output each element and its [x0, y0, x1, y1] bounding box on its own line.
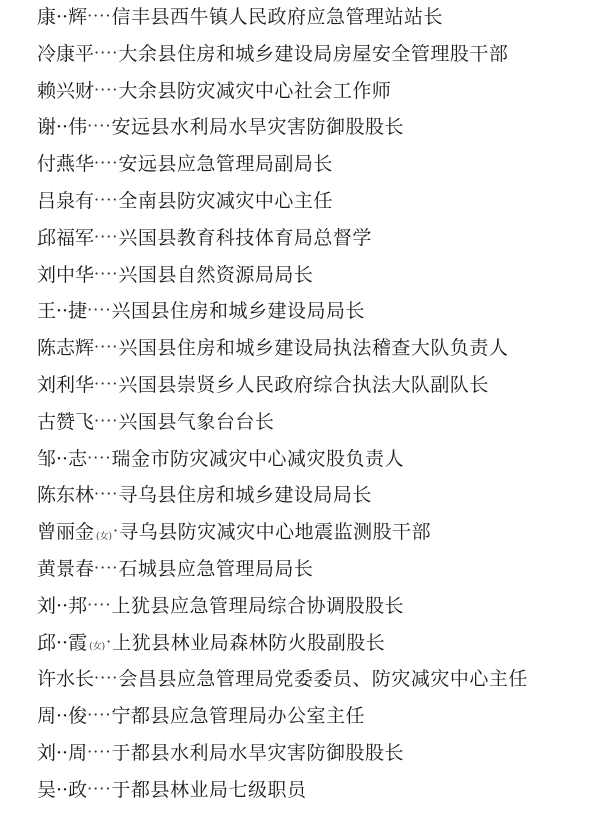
- list-item: [37, 109, 597, 146]
- person-name: 许水长: [37, 668, 95, 691]
- person-name: 古赞飞: [37, 410, 95, 433]
- dot-leader: ·: [113, 521, 120, 541]
- gender-note: (女): [89, 642, 106, 653]
- person-name: 邱··霞: [37, 631, 88, 654]
- dot-leader: ····: [87, 705, 112, 725]
- person-title: 信丰县西牛镇人民政府应急管理站站长: [111, 6, 443, 28]
- person-title: 全南县防灾减灾中心主任: [118, 189, 333, 212]
- list-item: [37, 477, 597, 514]
- person-name: 康··辉: [37, 6, 88, 28]
- person-name: 付燕华: [37, 153, 95, 176]
- dot-leader: ····: [94, 189, 119, 209]
- dot-leader: ····: [94, 226, 119, 246]
- dot-leader: ····: [94, 153, 119, 173]
- list-item: [37, 588, 597, 625]
- person-title: 上犹县应急管理局综合协调股股长: [111, 594, 404, 617]
- person-title: 兴国县气象台台长: [118, 410, 275, 433]
- list-item: [37, 73, 597, 110]
- dot-leader: ····: [87, 778, 112, 798]
- person-title: 安远县应急管理局副局长: [118, 153, 333, 176]
- list-item: [37, 441, 597, 478]
- person-name: 吕泉有: [37, 189, 95, 212]
- list-item: [37, 0, 597, 36]
- dot-leader: ····: [87, 741, 112, 761]
- list-item: [37, 625, 597, 662]
- list-item: [37, 661, 597, 698]
- person-title: 寻乌县防灾减灾中心地震监测股干部: [119, 521, 432, 544]
- person-title: 兴国县自然资源局局长: [118, 263, 314, 286]
- dot-leader: ····: [87, 116, 112, 136]
- dot-leader: ····: [94, 42, 119, 62]
- dot-leader: ····: [87, 447, 112, 467]
- person-name: 黄景春: [37, 557, 95, 580]
- list-item: [37, 183, 597, 220]
- person-title: 安远县水利局水旱灾害防御股股长: [111, 116, 404, 139]
- person-name: 冷康平: [37, 42, 95, 65]
- person-name: 周··俊: [37, 705, 88, 728]
- list-item: [37, 735, 597, 772]
- dot-leader: ····: [94, 410, 119, 430]
- person-title: 寻乌县住房和城乡建设局局长: [118, 484, 372, 507]
- person-name: 陈志辉: [37, 337, 95, 360]
- list-item: [37, 36, 597, 73]
- person-title: 兴国县住房和城乡建设局局长: [111, 300, 365, 323]
- person-title: 大余县住房和城乡建设局房屋安全管理股干部: [118, 42, 509, 65]
- person-title: 大余县防灾减灾中心社会工作师: [118, 79, 392, 102]
- dot-leader: ····: [87, 6, 112, 25]
- person-name: 刘利华: [37, 373, 95, 396]
- person-title: 兴国县崇贤乡人民政府综合执法大队副队长: [118, 373, 489, 396]
- list-item: [37, 257, 597, 294]
- person-name: 邹··志: [37, 447, 88, 470]
- list-item: [37, 293, 597, 330]
- list-item: [37, 698, 597, 735]
- person-name: 邱福军: [37, 226, 95, 249]
- dot-leader: ····: [87, 594, 112, 614]
- dot-leader: ····: [94, 668, 119, 688]
- person-name: 曾丽金: [37, 521, 95, 544]
- person-title: 兴国县教育科技体育局总督学: [118, 226, 372, 249]
- person-name: 刘中华: [37, 263, 95, 286]
- gender-note: (女): [96, 532, 113, 543]
- person-name: 谢··伟: [37, 116, 88, 139]
- list-item: [37, 330, 597, 367]
- list-item: [37, 220, 597, 257]
- list-item: [37, 367, 597, 404]
- list-item: [37, 772, 597, 809]
- list-item: [37, 551, 597, 588]
- person-title: 瑞金市防灾减灾中心减灾股负责人: [111, 447, 404, 470]
- person-title: 石城县应急管理局局长: [118, 557, 314, 580]
- dot-leader: ····: [94, 79, 119, 99]
- person-title: 上犹县林业局森林防火股副股长: [112, 631, 386, 654]
- list-item: [37, 146, 597, 183]
- person-name: 王··捷: [37, 300, 88, 323]
- person-title: 宁都县应急管理局办公室主任: [111, 705, 365, 728]
- person-name: 陈东林: [37, 484, 95, 507]
- dot-leader: ····: [94, 263, 119, 283]
- dot-leader: ·: [106, 631, 113, 651]
- person-name: 刘··邦: [37, 594, 88, 617]
- person-title: 于都县林业局七级职员: [111, 778, 307, 801]
- dot-leader: ····: [94, 337, 119, 357]
- person-title: 兴国县住房和城乡建设局执法稽查大队负责人: [118, 337, 509, 360]
- dot-leader: ····: [94, 557, 119, 577]
- personnel-list: [37, 0, 597, 809]
- person-name: 赖兴财: [37, 79, 95, 102]
- dot-leader: ····: [94, 373, 119, 393]
- person-title: 会昌县应急管理局党委委员、防灾减灾中心主任: [118, 668, 528, 691]
- list-item: [37, 514, 597, 551]
- dot-leader: ····: [87, 300, 112, 320]
- person-name: 刘··周: [37, 741, 88, 764]
- person-title: 于都县水利局水旱灾害防御股股长: [111, 741, 404, 764]
- person-name: 吴··政: [37, 778, 88, 801]
- dot-leader: ····: [94, 484, 119, 504]
- list-item: [37, 404, 597, 441]
